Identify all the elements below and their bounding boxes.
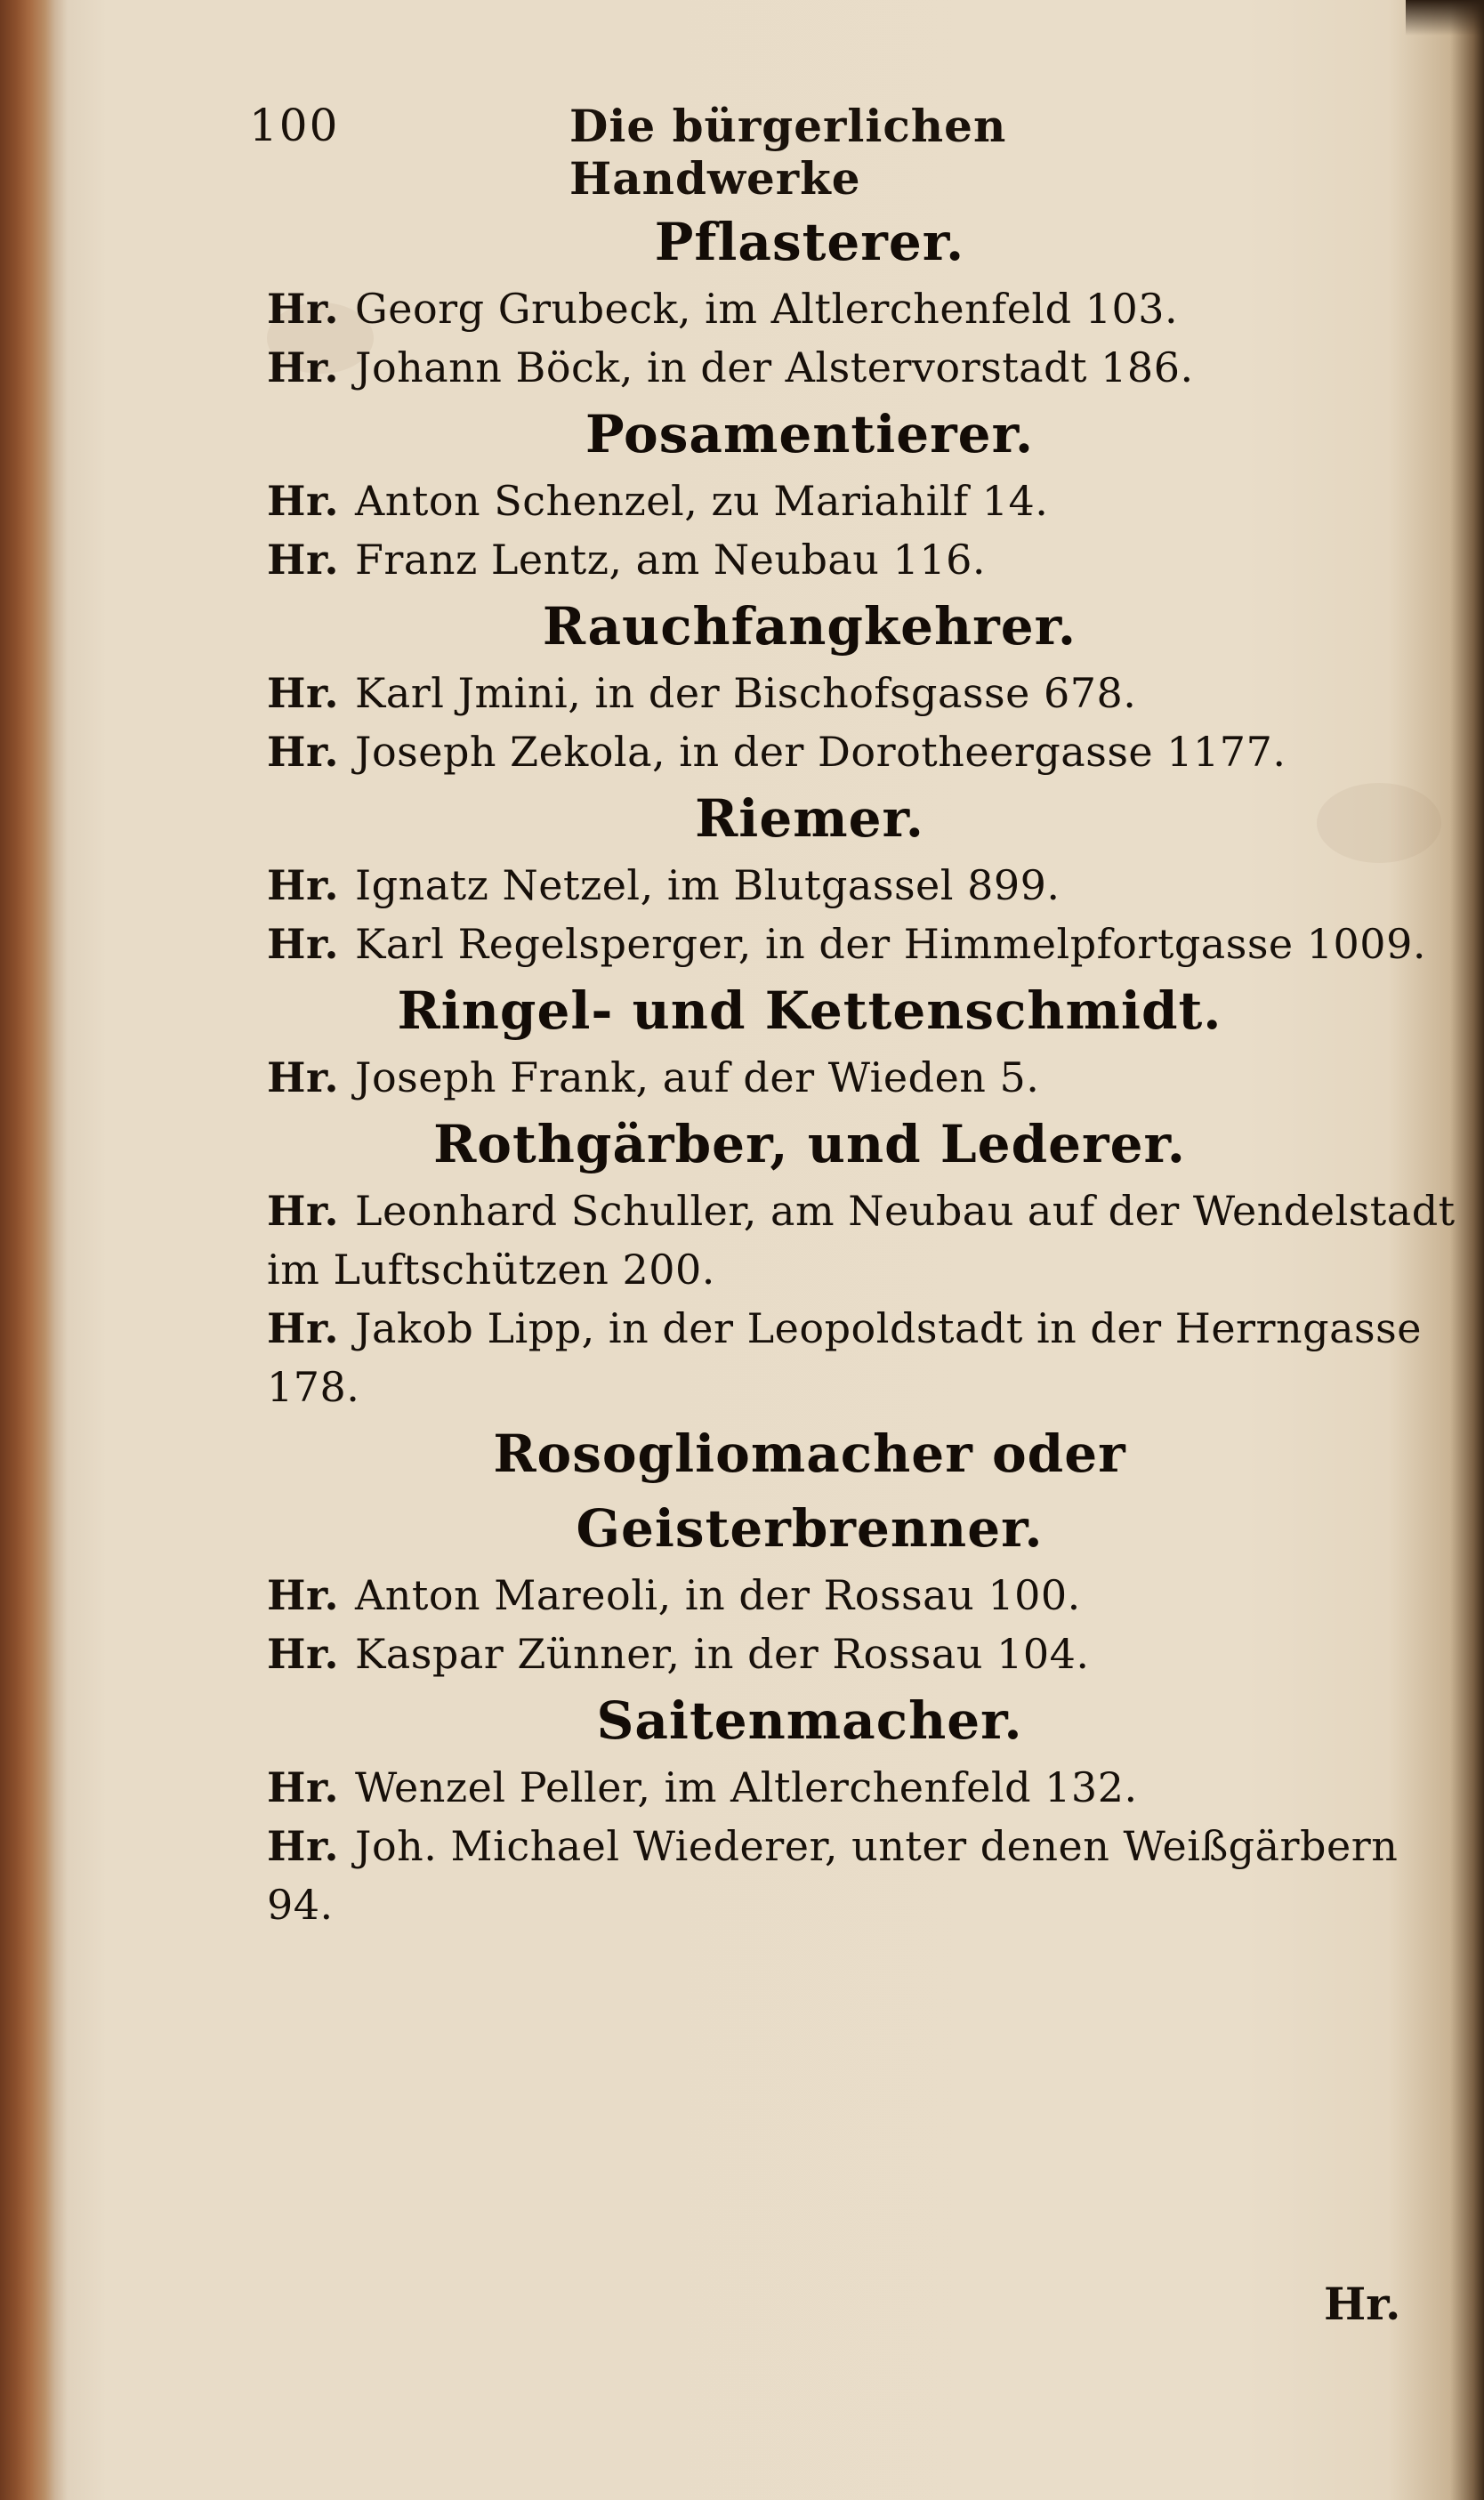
page-number: 100: [249, 100, 340, 151]
entry-title-prefix: Hr.: [267, 536, 339, 584]
running-title: Die bürgerlichen Handwerke: [569, 100, 1007, 205]
section-heading: Pflasterer.: [654, 212, 965, 272]
entry-title-prefix: Hr.: [267, 285, 339, 333]
section-heading: Saitenmacher.: [596, 1690, 1023, 1751]
directory-entry: [267, 1181, 1459, 1299]
entry-title-prefix: Hr.: [267, 920, 339, 968]
entry-title-prefix: Hr.: [267, 1630, 339, 1678]
entry-title-prefix: Hr.: [267, 669, 339, 717]
directory-entry: [267, 1048, 1459, 1107]
entry-text: Karl Regelsperger, in der Himmelpfortgasse 1009.: [355, 920, 1426, 968]
entry-text: Franz Lentz, am Neubau 116.: [355, 536, 986, 584]
entry-title-prefix: Hr.: [267, 1304, 339, 1352]
section-heading: Rothgärber, und Lederer.: [433, 1114, 1186, 1174]
entry-text: Joh. Michael Wiederer, unter denen Weißgärbern 94.: [267, 1822, 1399, 1929]
entry-text: Anton Schenzel, zu Mariahilf 14.: [355, 477, 1049, 525]
entry-text: Leonhard Schuller, am Neubau auf der Wendelstadt im Luftschützen 200.: [267, 1187, 1456, 1294]
directory-entries: [267, 205, 1459, 1934]
entry-text: Jakob Lipp, in der Leopoldstadt in der Herrngasse 178.: [267, 1304, 1422, 1411]
section-heading: Rosogliomacher oder Geisterbrenner.: [493, 1423, 1126, 1559]
section-heading: Rauchfangkehrer.: [542, 596, 1077, 657]
entry-text: Joseph Frank, auf der Wieden 5.: [355, 1053, 1040, 1101]
entry-text: Kaspar Zünner, in der Rossau 104.: [355, 1630, 1090, 1678]
directory-entry: [267, 1625, 1459, 1683]
entry-text: Karl Jmini, in der Bischofsgasse 678.: [355, 669, 1137, 717]
entry-title-prefix: Hr.: [267, 343, 339, 391]
entry-text: Wenzel Peller, im Altlerchenfeld 132.: [355, 1763, 1138, 1811]
section-heading: Riemer.: [695, 788, 924, 849]
entry-title-prefix: Hr.: [267, 1822, 339, 1870]
section-heading: Posamentierer.: [585, 404, 1035, 464]
directory-entry: [267, 664, 1459, 722]
entry-title-prefix: Hr.: [267, 477, 339, 525]
entry-title-prefix: Hr.: [267, 1053, 339, 1101]
entry-title-prefix: Hr.: [267, 1763, 339, 1811]
directory-entry: [267, 338, 1459, 397]
entry-text: Georg Grubeck, im Altlerchenfeld 103.: [355, 285, 1179, 333]
directory-entry: [267, 1566, 1459, 1625]
directory-entry: [267, 915, 1459, 973]
directory-entry: [267, 722, 1459, 781]
directory-entry: [267, 1758, 1459, 1817]
catchword: Hr.: [1324, 2278, 1401, 2330]
entry-text: Anton Mareoli, in der Rossau 100.: [355, 1571, 1081, 1619]
entry-title-prefix: Hr.: [267, 1571, 339, 1619]
directory-entry: [267, 1817, 1459, 1934]
entry-text: Joseph Zekola, in der Dorotheergasse 1177.: [355, 728, 1286, 776]
entry-text: Johann Böck, in der Alstervorstadt 186.: [355, 343, 1194, 391]
directory-entry: [267, 530, 1459, 589]
directory-entry: [267, 856, 1459, 915]
entry-title-prefix: Hr.: [267, 728, 339, 776]
entry-title-prefix: Hr.: [267, 861, 339, 909]
directory-entry: [267, 1299, 1459, 1416]
entry-text: Ignatz Netzel, im Blutgassel 899.: [355, 861, 1061, 909]
directory-entry: [267, 472, 1459, 530]
entry-title-prefix: Hr.: [267, 1187, 339, 1235]
directory-entry: [267, 279, 1459, 338]
section-heading: Ringel- und Kettenschmidt.: [397, 980, 1222, 1041]
running-head: [249, 100, 1228, 205]
